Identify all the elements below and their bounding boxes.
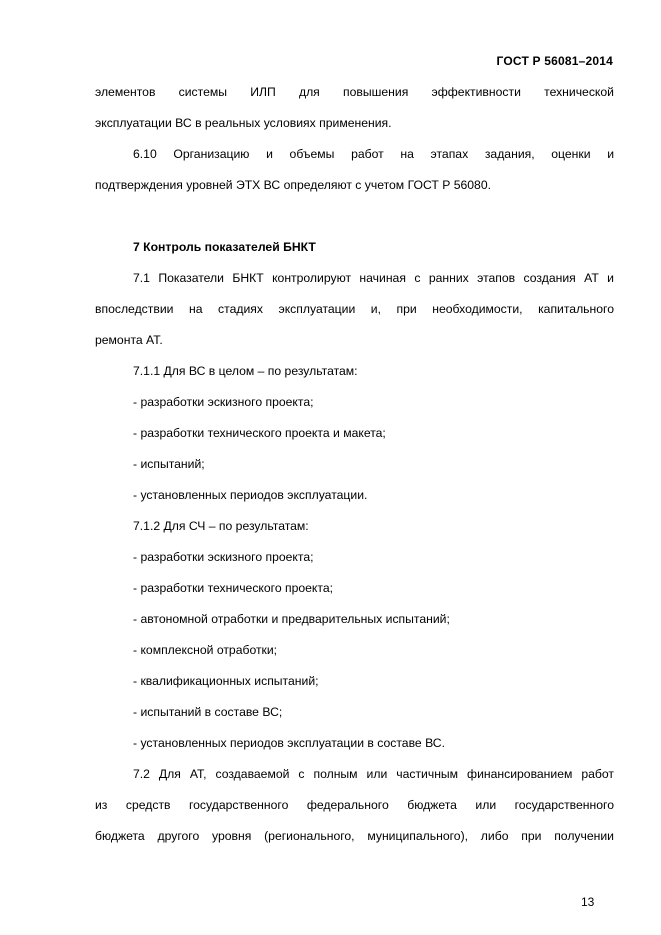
document-standard-header: ГОСТ Р 56081–2014	[496, 54, 613, 68]
text-line: бюджета другого уровня (регионального, муниципального), либо при получении	[95, 829, 614, 843]
list-item: - испытаний;	[133, 457, 205, 471]
text-line: эксплуатации ВС в реальных условиях применения.	[95, 116, 392, 130]
list-item: - установленных периодов эксплуатации в составе ВС.	[133, 736, 445, 750]
text-line: элементов системы ИЛП для повышения эффективности технической	[95, 85, 614, 99]
list-item: - установленных периодов эксплуатации.	[133, 488, 368, 502]
list-item: - разработки технического проекта и макета;	[133, 426, 386, 440]
list-item: - разработки технического проекта;	[133, 581, 334, 595]
list-item: - комплексной отработки;	[133, 643, 278, 657]
text-line: из средств государственного федерального бюджета или государственного	[95, 798, 614, 812]
text-line: подтверждения уровней ЭТХ ВС определяют с учетом ГОСТ Р 56080.	[95, 178, 491, 192]
list-item: - разработки эскизного проекта;	[133, 550, 314, 564]
section-heading: 7 Контроль показателей БНКТ	[133, 240, 316, 254]
text-line: 7.1 Показатели БНКТ контролируют начиная с ранних этапов создания АТ и	[133, 271, 614, 285]
list-item: - автономной отработки и предварительных испытаний;	[133, 612, 450, 626]
text-line: 7.2 Для АТ, создаваемой с полным или частичным финансированием работ	[133, 767, 614, 781]
text-line: ремонта АТ.	[95, 333, 163, 347]
document-body	[95, 77, 614, 852]
text-line: впоследствии на стадиях эксплуатации и, при необходимости, капитального	[95, 302, 614, 316]
list-item: - разработки эскизного проекта;	[133, 395, 314, 409]
list-item: - квалификационных испытаний;	[133, 674, 319, 688]
text-line: 7.1.2 Для СЧ – по результатам:	[133, 519, 309, 533]
text-line: 6.10 Организацию и объемы работ на этапах задания, оценки и	[133, 147, 614, 161]
list-item: - испытаний в составе ВС;	[133, 705, 283, 719]
text-line: 7.1.1 Для ВС в целом – по результатам:	[133, 364, 358, 378]
page-number: 13	[581, 895, 595, 909]
spacer	[95, 201, 614, 232]
